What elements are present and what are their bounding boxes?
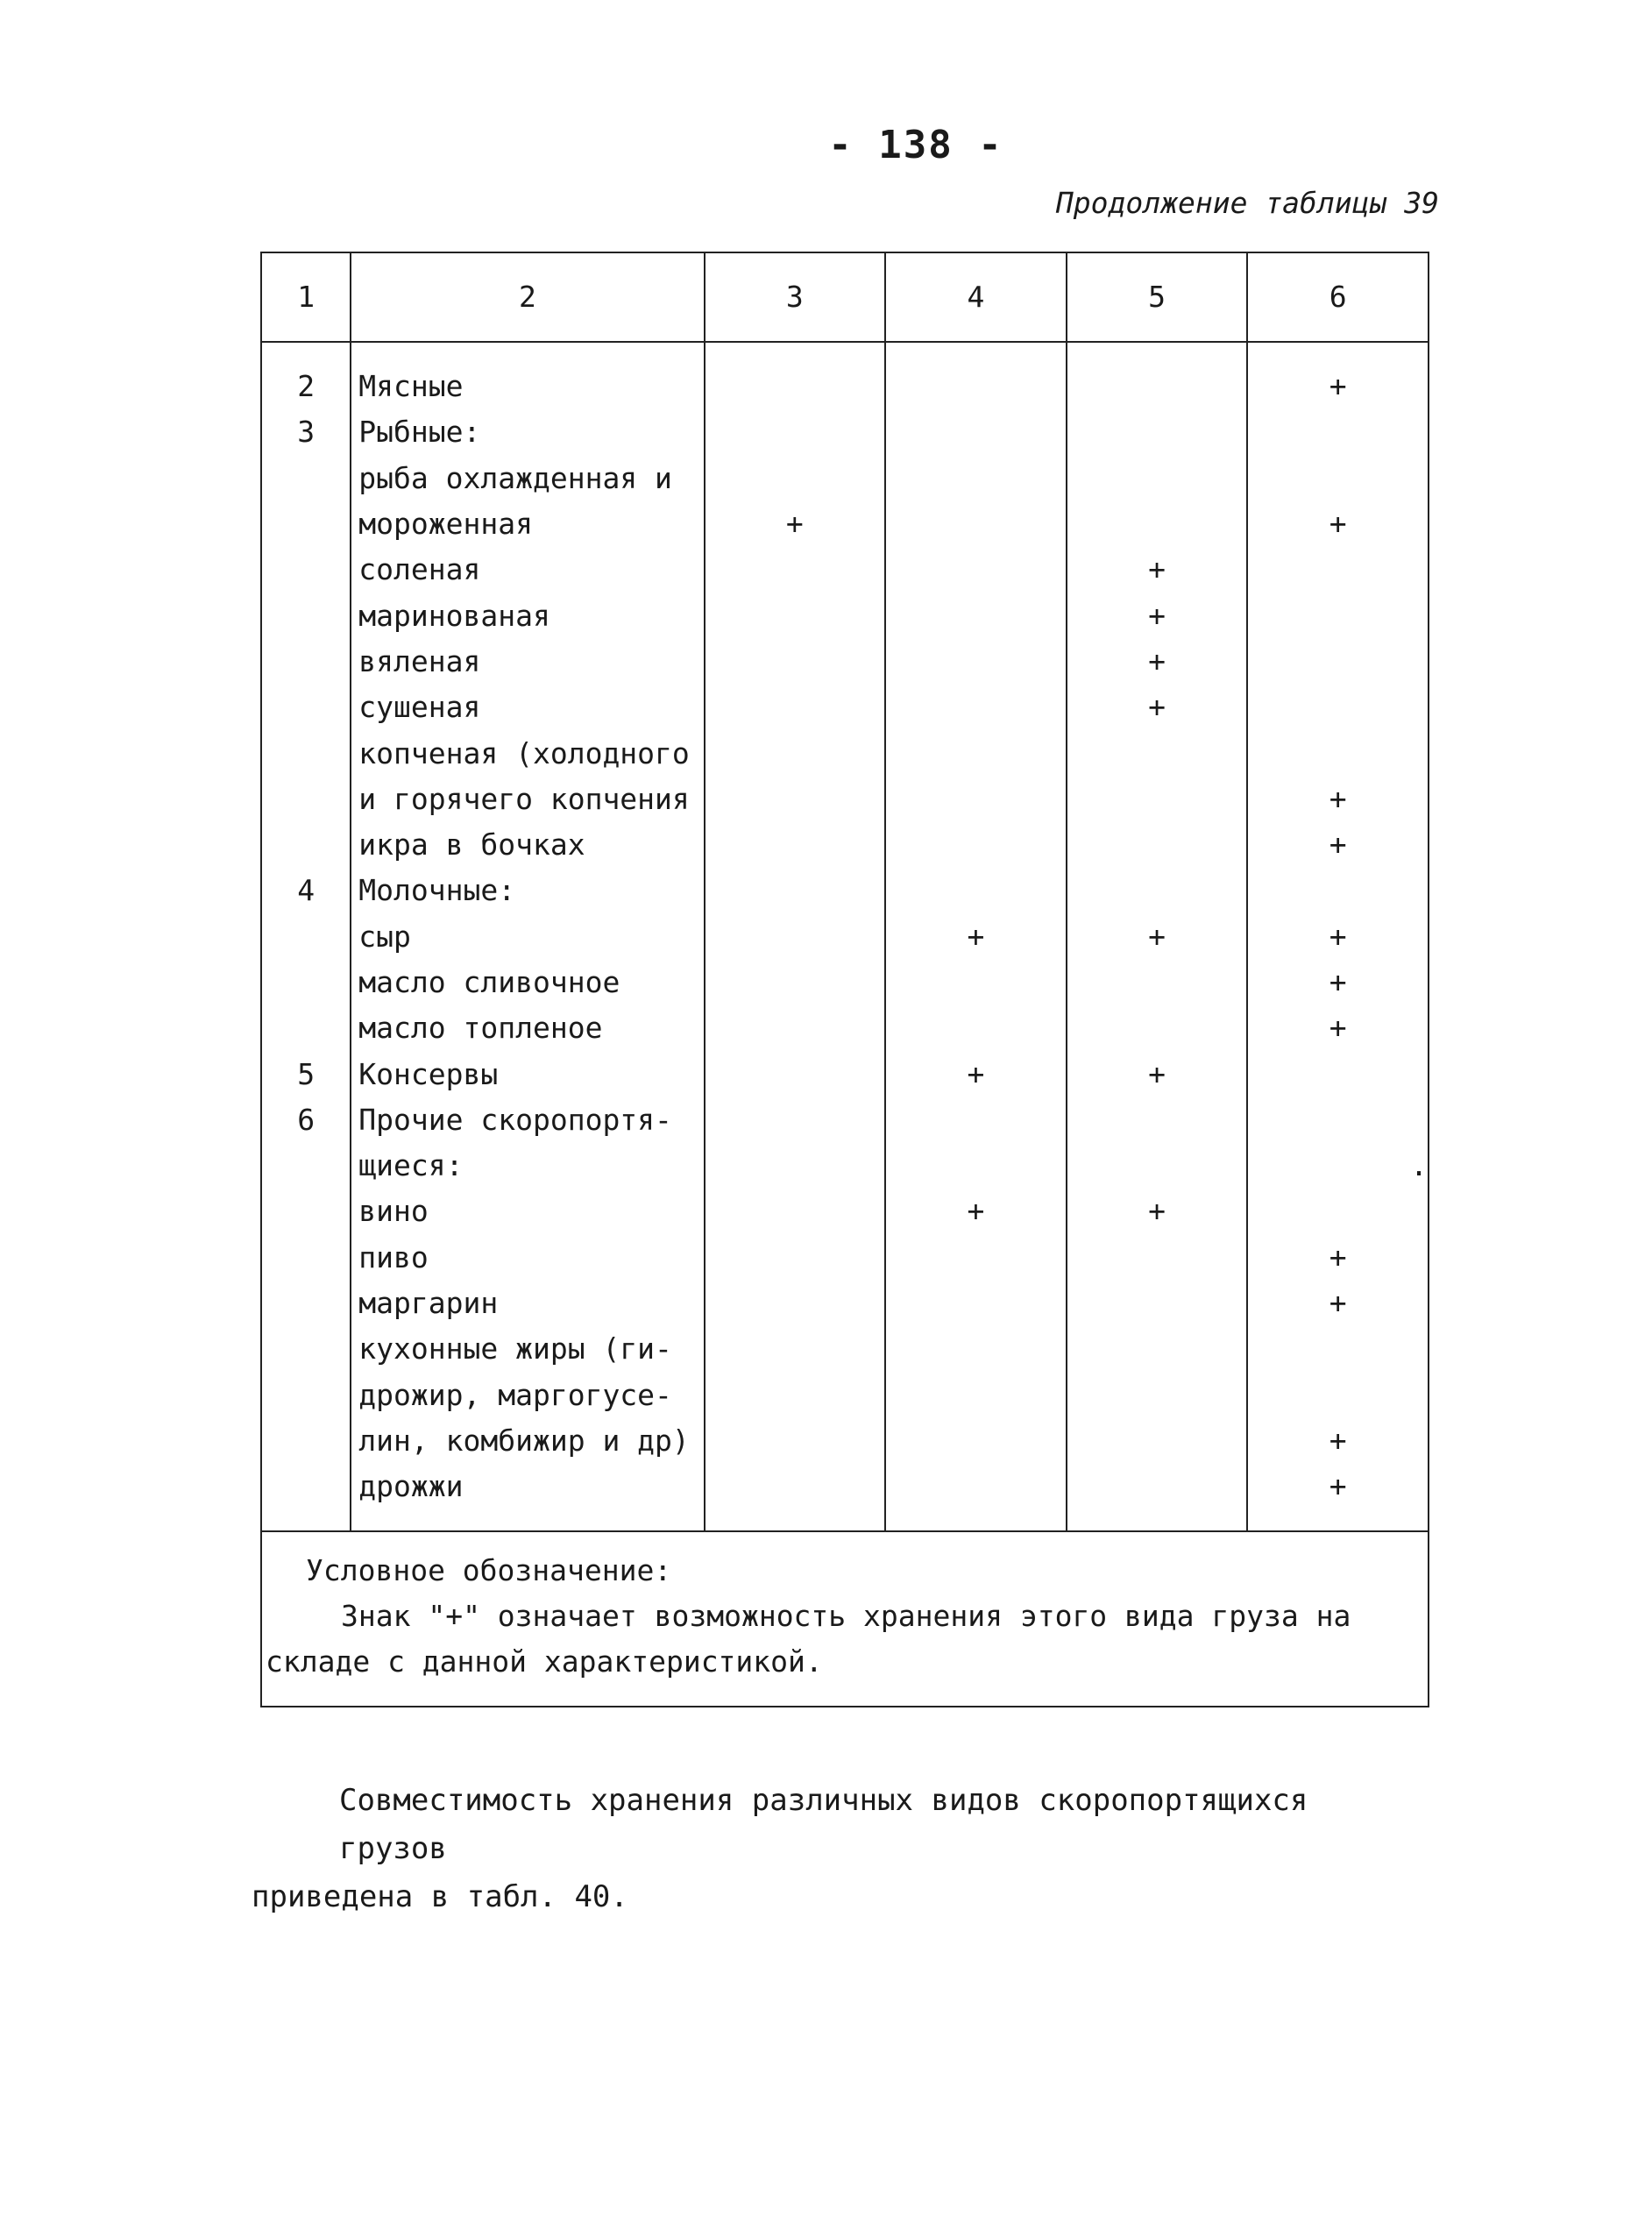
mark-col-5 [1067, 1143, 1248, 1189]
mark-col-6 [1247, 868, 1429, 913]
mark-col-6 [1247, 730, 1429, 776]
row-number [261, 639, 351, 685]
mark-col-5: + [1067, 1189, 1248, 1234]
header-col-4: 4 [885, 252, 1067, 342]
mark-col-3 [705, 1097, 886, 1143]
mark-col-5: + [1067, 1051, 1248, 1097]
mark-col-6: . [1247, 1143, 1429, 1189]
table-row [261, 1281, 1429, 1326]
mark-col-3 [705, 1143, 886, 1189]
mark-col-4: + [885, 914, 1067, 960]
mark-col-3 [705, 1326, 886, 1372]
row-number [261, 547, 351, 593]
mark-col-5 [1067, 409, 1248, 455]
mark-col-6: + [1247, 1235, 1429, 1281]
table-row [261, 1373, 1429, 1418]
table-row [261, 456, 1429, 501]
mark-col-6 [1247, 1373, 1429, 1418]
table-row [261, 777, 1429, 822]
mark-col-4 [885, 1418, 1067, 1464]
mark-col-6 [1247, 639, 1429, 685]
mark-col-3 [705, 456, 886, 501]
mark-col-4 [885, 1143, 1067, 1189]
cargo-name: Консервы [351, 1051, 704, 1097]
mark-col-3 [705, 1051, 886, 1097]
mark-col-4 [885, 960, 1067, 1005]
mark-col-5 [1067, 1326, 1248, 1372]
cargo-name: сыр [351, 914, 704, 960]
mark-col-6 [1247, 547, 1429, 593]
mark-col-3 [705, 868, 886, 913]
mark-col-3 [705, 342, 886, 409]
mark-col-3 [705, 1281, 886, 1326]
mark-col-3 [705, 822, 886, 868]
mark-col-4 [885, 639, 1067, 685]
table-row [261, 868, 1429, 913]
table-row [261, 822, 1429, 868]
mark-col-5: + [1067, 914, 1248, 960]
mark-col-5 [1067, 730, 1248, 776]
table-row [261, 639, 1429, 685]
table-row [261, 1189, 1429, 1234]
cargo-name: мороженная [351, 501, 704, 547]
mark-col-3 [705, 1418, 886, 1464]
mark-col-4 [885, 409, 1067, 455]
table-row [261, 547, 1429, 593]
mark-col-6 [1247, 593, 1429, 638]
mark-col-4 [885, 1464, 1067, 1531]
mark-col-3 [705, 777, 886, 822]
mark-col-4 [885, 1373, 1067, 1418]
row-number [261, 914, 351, 960]
cargo-name: Мясные [351, 342, 704, 409]
table-header-row [261, 252, 1429, 342]
cargo-name: Молочные: [351, 868, 704, 913]
table-continuation-caption: Продолжение таблицы 39 [1055, 186, 1439, 220]
mark-col-6: + [1247, 1005, 1429, 1051]
cargo-name: вяленая [351, 639, 704, 685]
table-row [261, 593, 1429, 638]
cargo-name: дрожжи [351, 1464, 704, 1531]
cargo-name: сушеная [351, 685, 704, 730]
mark-col-3 [705, 1235, 886, 1281]
legend-line-1: Знак "+" означает возможность хранения этого вида груза на [341, 1599, 1351, 1634]
mark-col-6: + [1247, 501, 1429, 547]
cargo-name: кухонные жиры (ги- [351, 1326, 704, 1372]
row-number [261, 1464, 351, 1531]
table-row [261, 685, 1429, 730]
storage-table [260, 252, 1429, 1707]
row-number [261, 593, 351, 638]
table-row [261, 1235, 1429, 1281]
table-row [261, 960, 1429, 1005]
cargo-name: Рыбные: [351, 409, 704, 455]
mark-col-5 [1067, 1281, 1248, 1326]
mark-col-3 [705, 914, 886, 960]
mark-col-6 [1247, 1189, 1429, 1234]
mark-col-5 [1067, 1373, 1248, 1418]
mark-col-3 [705, 1189, 886, 1234]
cargo-name: маргарин [351, 1281, 704, 1326]
mark-col-6: + [1247, 1464, 1429, 1531]
mark-col-5 [1067, 1005, 1248, 1051]
mark-col-5 [1067, 1097, 1248, 1143]
mark-col-4 [885, 730, 1067, 776]
cargo-name: копченая (холодного [351, 730, 704, 776]
table-row [261, 1464, 1429, 1531]
row-number [261, 1281, 351, 1326]
header-col-6: 6 [1247, 252, 1429, 342]
cargo-name: рыба охлажденная и [351, 456, 704, 501]
table-row [261, 1143, 1429, 1189]
cargo-name: пиво [351, 1235, 704, 1281]
mark-col-5: + [1067, 639, 1248, 685]
mark-col-4 [885, 1326, 1067, 1372]
mark-col-4 [885, 501, 1067, 547]
cargo-name: икра в бочках [351, 822, 704, 868]
row-number [261, 1418, 351, 1464]
table-row [261, 730, 1429, 776]
mark-col-5: + [1067, 593, 1248, 638]
table-row [261, 1326, 1429, 1372]
mark-col-6: + [1247, 960, 1429, 1005]
row-number [261, 1373, 351, 1418]
row-number [261, 501, 351, 547]
mark-col-5 [1067, 868, 1248, 913]
row-number [261, 685, 351, 730]
table-row [261, 914, 1429, 960]
mark-col-3 [705, 730, 886, 776]
cargo-name: масло топленое [351, 1005, 704, 1051]
header-col-1: 1 [261, 252, 351, 342]
mark-col-6 [1247, 1051, 1429, 1097]
row-number [261, 1326, 351, 1372]
mark-col-3 [705, 685, 886, 730]
mark-col-5 [1067, 1235, 1248, 1281]
row-number: 6 [261, 1097, 351, 1143]
mark-col-6 [1247, 409, 1429, 455]
mark-col-3: + [705, 501, 886, 547]
mark-col-6 [1247, 1097, 1429, 1143]
mark-col-6: + [1247, 342, 1429, 409]
mark-col-4 [885, 685, 1067, 730]
footer-line-2: приведена в табл. 40. [252, 1879, 628, 1914]
cargo-name: вино [351, 1189, 704, 1234]
mark-col-6 [1247, 1326, 1429, 1372]
mark-col-6: + [1247, 822, 1429, 868]
cargo-name: лин, комбижир и др) [351, 1418, 704, 1464]
legend-title: Условное обозначение: [306, 1553, 672, 1588]
footer-line-1: Совместимость хранения различных видов скоропортящихся грузов [339, 1783, 1308, 1866]
cargo-name: и горячего копчения [351, 777, 704, 822]
mark-col-3 [705, 960, 886, 1005]
legend-line-2: складе с данной характеристикой. [266, 1644, 823, 1679]
cargo-name: дрожир, маргогусе- [351, 1373, 704, 1418]
table-row [261, 409, 1429, 455]
mark-col-6: + [1247, 914, 1429, 960]
row-number [261, 1189, 351, 1234]
mark-col-4 [885, 456, 1067, 501]
mark-col-5 [1067, 777, 1248, 822]
mark-col-4: + [885, 1051, 1067, 1097]
table-row [261, 1418, 1429, 1464]
mark-col-6: + [1247, 777, 1429, 822]
cargo-name: Прочие скоропортя- [351, 1097, 704, 1143]
mark-col-6: + [1247, 1418, 1429, 1464]
mark-col-6: + [1247, 1281, 1429, 1326]
mark-col-4 [885, 342, 1067, 409]
mark-col-5 [1067, 456, 1248, 501]
mark-col-5: + [1067, 685, 1248, 730]
mark-col-3 [705, 1005, 886, 1051]
cargo-name: масло сливочное [351, 960, 704, 1005]
table-row [261, 501, 1429, 547]
row-number: 3 [261, 409, 351, 455]
mark-col-4 [885, 822, 1067, 868]
mark-col-6 [1247, 456, 1429, 501]
mark-col-5 [1067, 822, 1248, 868]
row-number: 2 [261, 342, 351, 409]
table-body [261, 342, 1429, 1531]
mark-col-3 [705, 639, 886, 685]
row-number: 4 [261, 868, 351, 913]
header-col-2: 2 [351, 252, 704, 342]
cargo-name: соленая [351, 547, 704, 593]
mark-col-4 [885, 547, 1067, 593]
mark-col-4 [885, 1097, 1067, 1143]
page-number: - 138 - [828, 123, 1003, 167]
mark-col-4 [885, 868, 1067, 913]
table-row [261, 1097, 1429, 1143]
storage-table-grid [260, 252, 1429, 1532]
row-number [261, 960, 351, 1005]
row-number: 5 [261, 1051, 351, 1097]
mark-col-4: + [885, 1189, 1067, 1234]
table-row [261, 1051, 1429, 1097]
mark-col-5 [1067, 1418, 1248, 1464]
table-row [261, 1005, 1429, 1051]
row-number [261, 1143, 351, 1189]
mark-col-3 [705, 1464, 886, 1531]
mark-col-6 [1247, 685, 1429, 730]
mark-col-5 [1067, 342, 1248, 409]
mark-col-5 [1067, 960, 1248, 1005]
mark-col-4 [885, 1281, 1067, 1326]
row-number [261, 456, 351, 501]
row-number [261, 1235, 351, 1281]
mark-col-3 [705, 593, 886, 638]
mark-col-3 [705, 409, 886, 455]
footer-paragraph [252, 1777, 1430, 1921]
mark-col-3 [705, 547, 886, 593]
header-col-5: 5 [1067, 252, 1248, 342]
mark-col-4 [885, 593, 1067, 638]
header-col-3: 3 [705, 252, 886, 342]
mark-col-4 [885, 1235, 1067, 1281]
row-number [261, 777, 351, 822]
legend-box [260, 1532, 1429, 1707]
table-row [261, 342, 1429, 409]
row-number [261, 822, 351, 868]
mark-col-4 [885, 777, 1067, 822]
row-number [261, 1005, 351, 1051]
mark-col-4 [885, 1005, 1067, 1051]
cargo-name: щиеся: [351, 1143, 704, 1189]
mark-col-5 [1067, 1464, 1248, 1531]
cargo-name: маринованая [351, 593, 704, 638]
row-number [261, 730, 351, 776]
mark-col-5 [1067, 501, 1248, 547]
mark-col-3 [705, 1373, 886, 1418]
mark-col-5: + [1067, 547, 1248, 593]
